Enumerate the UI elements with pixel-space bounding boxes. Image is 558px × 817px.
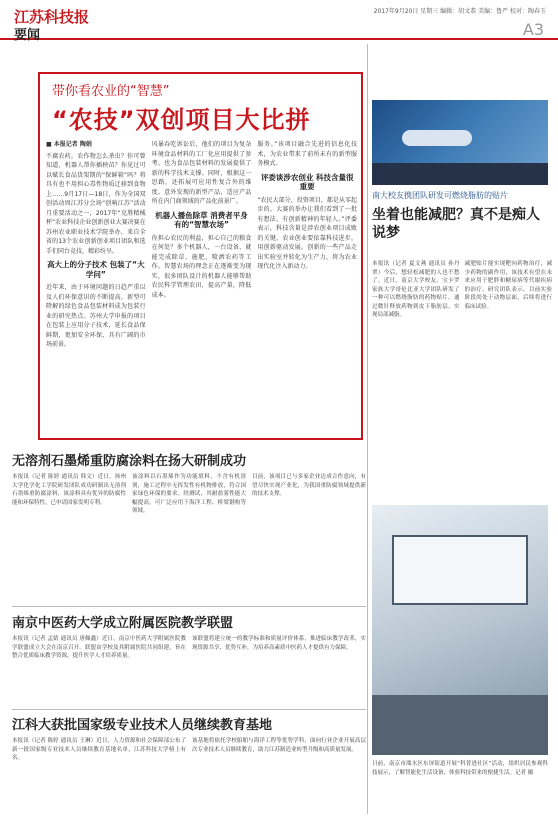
feature-col-2 — [152, 140, 252, 436]
feature-article — [38, 72, 363, 440]
sidebar-col-2: 减肥贴片能实现靶向药物治疗，减少药物的副作用，该技术有望在未来应用于肥胖和糖尿病等代谢疾病的治疗。研究团队表示，目前实验阶段尚处于动物层面，后续将进行临床试验。 — [464, 261, 552, 310]
article-headline: 无溶剂石墨烯重防腐涂料在扬大研制成功 — [12, 454, 247, 469]
feature-byline: ■ 本报记者 陶娟 — [46, 141, 92, 148]
article-graphene — [12, 450, 366, 590]
sidebar-columns — [372, 260, 552, 440]
article-col: 本报讯（记者 陈婷 通讯员 王琳）近日，人力资源和社会保障部公布了新一批国家级专业技术人员继续教育基地名单，江苏科技大学榜上有名。 — [12, 738, 186, 761]
newspaper-logo: 江苏科技报 — [14, 8, 90, 26]
feature-headline: “农技”双创项目大比拼 — [52, 106, 311, 134]
section-title: 要闻 — [14, 28, 41, 43]
article-headline: 江科大获批国家级专业技术人员继续教育基地 — [12, 718, 273, 733]
news-photo-right — [372, 505, 548, 755]
news-photo-top — [372, 100, 548, 185]
photo-detail — [372, 163, 548, 185]
feature-columns — [46, 140, 357, 436]
feature-col-3 — [257, 140, 357, 436]
photo-detail — [372, 695, 548, 755]
article-headline: 南京中医药大学成立附属医院教学联盟 — [12, 616, 234, 631]
article-body — [12, 737, 366, 817]
column-divider — [367, 44, 368, 814]
article-col: 该涂料以石墨烯作为功能填料，不含有机溶剂，施工过程中无挥发性有机物排放，符合国家绿色环保的要求。经测试，其耐盐雾性能大幅提高，可广泛应用于海洋工程、桥梁钢构等领域。 — [132, 474, 246, 514]
article-col: 该联盟将建立统一的教学标准和质量评价体系，推进临床教学改革，实现资源共享、优势互补，为培养高素质中医药人才提供有力保障。 — [192, 636, 366, 651]
article-tcm-alliance — [12, 612, 366, 707]
date-line: 2017年9月20日 星期三 编辑：胡文恭 美编：鲁严 校对：陶春玉 — [373, 8, 546, 15]
photo-detail — [402, 130, 472, 146]
feature-subhead: 机器人播鱼除草 消费者平身有的“智慧农场” — [155, 210, 248, 229]
divider — [12, 709, 366, 710]
photo-detail — [392, 535, 528, 605]
feature-paragraph: 服务。”该项目融合先进的信息化技术，为农业带来了前所未有的新型服务模式。 — [257, 141, 358, 167]
feature-subhead: 评委谈涉农创业 科技含量很重要 — [260, 172, 354, 191]
masthead — [0, 0, 558, 43]
article-body — [12, 473, 366, 613]
article-col: 本报讯（记者 陈婷 通讯员 韩文）近日，扬州大学化学化工学院研发团队成功研制出无溶剂石墨烯重防腐涂料，该涂料具有优异的防腐性能和环保特性，已申请国家发明专利。 — [12, 474, 126, 506]
divider — [12, 606, 366, 607]
feature-paragraph: “农民大部分，投资项目，都是从零起步的。大赛的举办让我们看到了一批有想法、有创新精神的年轻人。”评委表示，科技含量是涉农创业项目成败的关键，农业创业要依靠科技进步，用创新驱动发展。创新的一些产品走出实验室并转化为生产力，将为农业现代化注入新动力。 — [257, 196, 358, 270]
feature-paragraph: 不腐农药，农作物怎么杀虫？你可曾知道，机器人帮你插秧苗？你见过可以赋长食品货架期的“保鲜箱”吗？将具有也不用担心毒性物质迁移到食物上……9月17日—18日，作为全国双创活动周江苏分会场“创响江苏”活动月重要活动之一，2017年“克胜精械杯”农业科技企业创新创业大赛决赛在苏州农业职业技术学院举办，来自全省的13个农业创新创业项目团队和选手们同台竞技，精彩纷呈。 — [46, 152, 146, 255]
article-just-base — [12, 714, 366, 812]
feature-subhead: 高大上的分子技术 包装了“大学问” — [47, 260, 145, 279]
feature-paragraph: 你担心农民的利益，担心自己的粮食在何处？多个机器人，一台设备，就能完成除草、施肥、喷洒农药等工作。智慧农场的理念正在逐渐变为现实，很多团队设计的机器人能够帮助农民科学管理农田，提高产量，降低成本。 — [151, 234, 252, 299]
sidebar-headline: 坐着也能减肥？真不是痴人说梦 — [372, 207, 540, 241]
article-col: 目前，该项目已与多家企业达成合作意向，有望尽快实现产业化，为我国重防腐领域提供新的技术支撑。 — [252, 474, 366, 497]
sidebar-col-1: 本报讯（记者 夏文燕 通讯员 孙丹翠）今后，想轻松减肥的人也不愁了。近日，南京大学校友、宝卡罗家族大学哥伦比亚大学团队研发了一种可以燃烧脂肪的药物贴片，通过微针释放药物到皮下脂肪层，实现局部减脂。 — [372, 261, 460, 318]
article-col: 该基地将依托学校船舶与海洋工程等优势学科，面向行业企业开展高层次专业技术人员继续教育，助力江苏制造业转型升级和高质量发展。 — [192, 738, 366, 753]
article-col: 本报讯（记者 孟婧 通讯员 唐佩鑫）近日，南京中医药大学附属医院教学联盟成立大会在南京召开。联盟由学校及其附属医院共同组建，旨在整合优质临床教学资源，提升医学人才培养质量。 — [12, 636, 186, 659]
feature-col-1 — [46, 140, 146, 436]
page-number: A3 — [522, 20, 544, 39]
sidebar-kicker: 南大校友携团队研发可燃烧脂肪的贴片 — [372, 191, 508, 200]
feature-paragraph: 风暴吞吃诉讼后，他们的项目为复杂环境食品材料的工厂化应用提供了参考。也为食品包装材料的发展提供了新的科学技术支撑。同时，根据这一思路，还拓展可应用性复合外的维度。意外发现的新型产品，适应产品所在内门商领域的产品化前景广。 — [151, 141, 252, 205]
feature-kicker: 带你看农业的“智慧” — [52, 84, 170, 99]
feature-paragraph: 近年来，由于环境问题的日趋严重以及人们环保意识的不断提高，新型可降解的绿色食品包装材料成为包装行业的研究热点。苏州大学申报的项目在包装上应用分子技术，延长食品保鲜期，更加安全环保，具有广阔的市场前景。 — [46, 284, 146, 348]
photo-caption: 日前，南京市溧水区东屏街道开展“科普进社区”活动，组织居民参观科技展示，了解智能化生活设备，体验科技带来的便捷生活。记者 摄 — [372, 761, 548, 776]
